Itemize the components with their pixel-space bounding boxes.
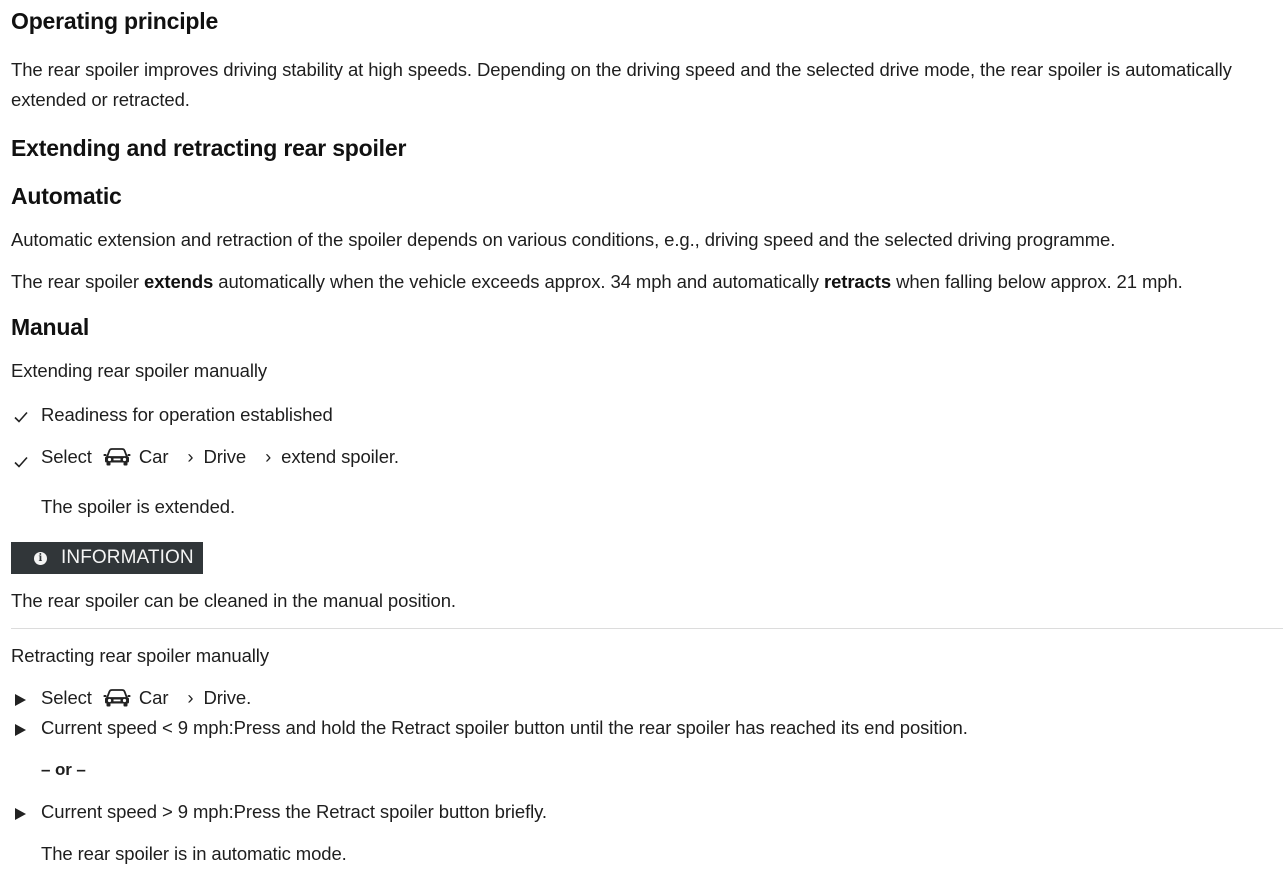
automatic-text-2-part-a: The rear spoiler [11,271,144,292]
information-text: The rear spoiler can be cleaned in the manual position. [11,590,456,611]
menu-car[interactable]: Car [138,687,169,708]
extends-bold: extends [144,271,214,292]
automatic-text-1: Automatic extension and retraction of the spoiler depends on various conditions, e.g., driving speed and the selected driving programme. [11,229,1116,250]
triangle-bullet-icon [15,808,26,820]
heading-operating-principle: Operating principle [11,8,219,34]
result-spoiler-extended: The spoiler is extended. [41,496,236,517]
info-icon: i [34,552,47,565]
menu-drive[interactable]: Drive [203,446,247,467]
car-icon [103,687,131,707]
step-slow-speed: Current speed < 9 mph:Press and hold the Retract spoiler button until the rear spoiler has reached its end position. [41,717,968,738]
automatic-text-2-part-b: automatically when the vehicle exceeds approx. 34 mph and automatically [213,271,824,292]
requirement-select-path [41,446,399,468]
retracts-bold: retracts [823,271,892,292]
chevron-right-icon: › [187,446,194,467]
car-icon [103,446,131,466]
retract-manually-heading: Retracting rear spoiler manually [11,645,269,666]
menu-drive[interactable]: Drive. [203,687,252,708]
step-select-car-drive [41,687,251,709]
requirement-readiness: Readiness for operation established [41,404,333,425]
automatic-text-2 [11,271,1183,293]
chevron-right-icon: › [187,687,194,708]
menu-extend-spoiler[interactable]: extend spoiler. [281,446,399,467]
result-automatic-mode: The rear spoiler is in automatic mode. [41,843,347,864]
step-high-speed: Current speed > 9 mph:Press the Retract spoiler button briefly. [41,801,547,822]
select-label: Select [41,446,92,467]
information-label: INFORMATION [61,547,194,568]
heading-manual: Manual [11,314,90,340]
heading-automatic: Automatic [11,183,122,209]
operating-principle-text-line2: extended or retracted. [11,89,190,110]
information-banner [11,542,203,574]
select-label: Select [41,687,92,708]
automatic-text-2-part-c: when falling below approx. 21 mph. [891,271,1183,292]
heading-extending-retracting: Extending and retracting rear spoiler [11,135,407,161]
divider [11,628,1283,629]
checkmark-icon [13,409,29,425]
triangle-bullet-icon [15,694,26,706]
operating-principle-text-line1: The rear spoiler improves driving stability at high speeds. Depending on the driving speed and the selected drive mode, the rear spoiler is automatically [11,59,1232,80]
or-separator: – or – [41,760,86,779]
extend-manually-heading: Extending rear spoiler manually [11,360,268,381]
triangle-bullet-icon [15,724,26,736]
menu-car[interactable]: Car [138,446,169,467]
checkmark-icon [13,454,29,470]
chevron-right-icon: › [265,446,272,467]
